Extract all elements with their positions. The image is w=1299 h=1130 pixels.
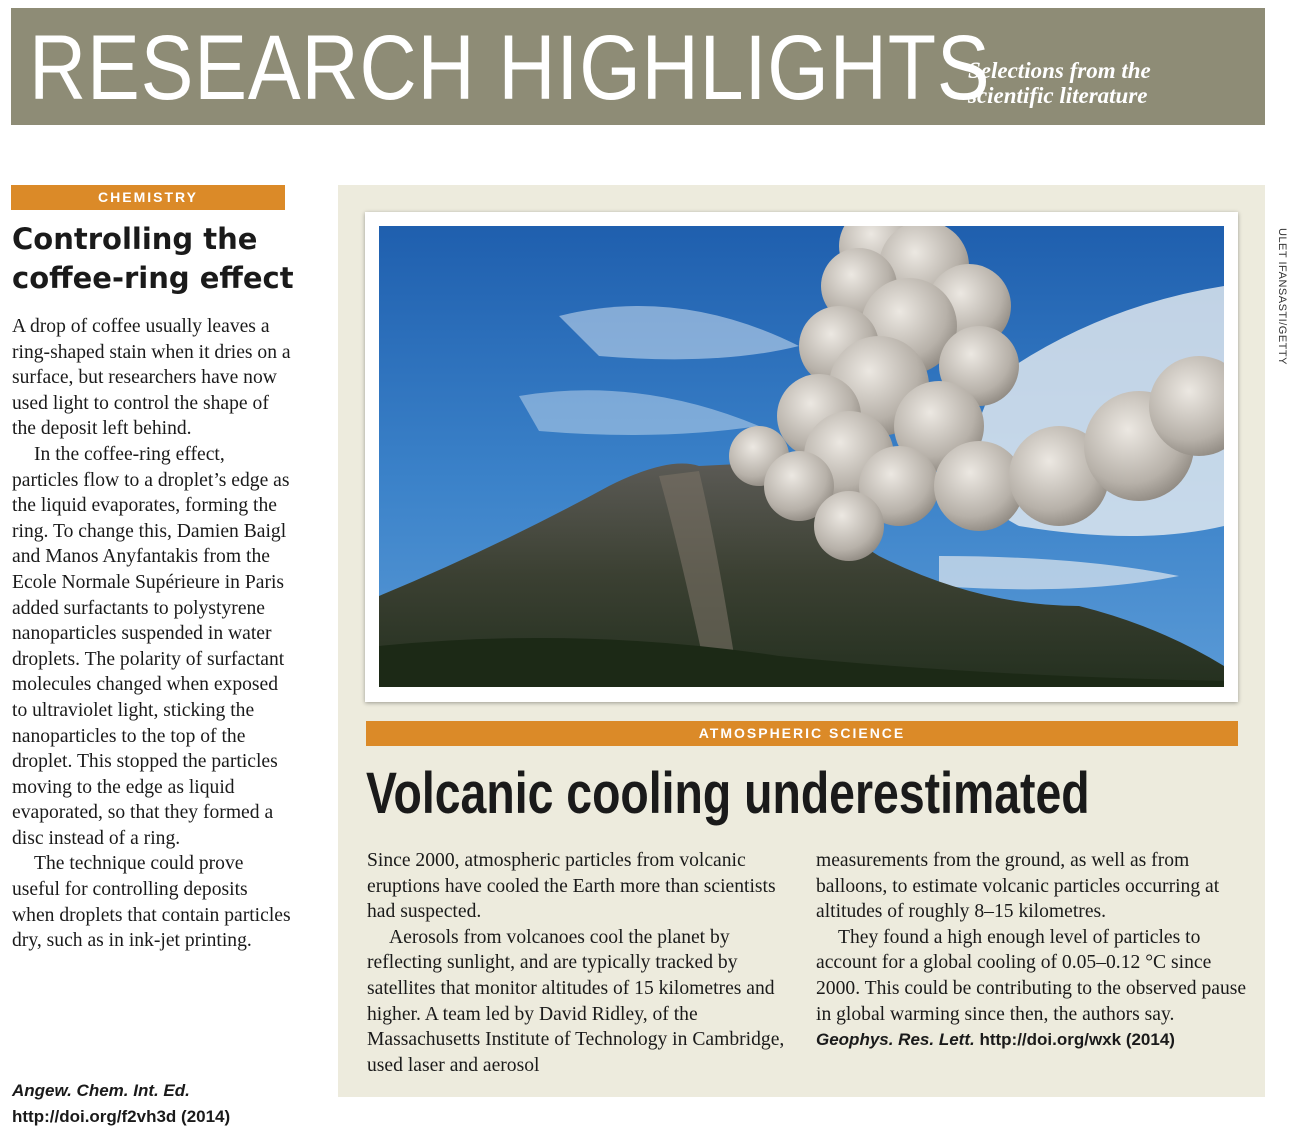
- left-article-reference: [12, 1078, 294, 1130]
- category-tag-chemistry: CHEMISTRY: [11, 185, 285, 210]
- volcano-photo: [379, 226, 1224, 687]
- feature-paragraph: They found a high enough level of particles to account for a global cooling of 0.05–0.12 °C since 2000. This could be contributing to the observed pause in global warming since then, the authors say.: [816, 926, 1247, 1025]
- left-paragraph: A drop of coffee usually leaves a ring-shaped stain when it dries on a surface, but researchers have now used light to control the shape of the deposit left behind.: [12, 316, 291, 440]
- feature-paragraph: measurements from the ground, as well as from balloons, to estimate volcanic particles occurring at altitudes of roughly 8–15 kilometres.: [816, 850, 1220, 923]
- feature-paragraph: Since 2000, atmospheric particles from volcanic eruptions have cooled the Earth more than scientists had suspected.: [367, 850, 776, 923]
- reference-journal: Angew. Chem. Int. Ed.: [12, 1081, 190, 1100]
- feature-column-1: [367, 848, 807, 1078]
- left-article-body: [12, 314, 294, 954]
- left-headline-line-1: Controlling the: [12, 222, 258, 256]
- feature-headline: Volcanic cooling underestimated: [366, 761, 1090, 826]
- section-subtitle: [968, 58, 1258, 108]
- left-headline-line-2: coffee-ring effect: [12, 261, 294, 295]
- left-paragraph: The technique could prove useful for controlling deposits when droplets that contain particles dry, such as in ink-jet printing.: [12, 853, 291, 952]
- photo-credit: ULET IFANSASTI/GETTY: [1276, 228, 1288, 365]
- feature-paragraph: Aerosols from volcanoes cool the planet by reflecting sunlight, and are typically tracked by satellites that monitor altitudes of 15 kilometres and higher. A team led by David Ridley, of the Massachusetts Institute of Technology in Cambridge, used laser and aerosol: [367, 926, 785, 1076]
- section-header: [11, 8, 1265, 125]
- feature-column-2: [816, 848, 1256, 1053]
- left-paragraph: In the coffee-ring effect, particles flow to a droplet’s edge as the liquid evaporates, forming the ring. To change this, Damien Baigl and Manos Anyfantakis from the Ecole Normale Supérieure in Paris added surfactants to polystyrene nanoparticles suspended in water droplets. The polarity of surfactant molecules changed when exposed to ultraviolet light, sticking the nanoparticles to the top of the droplet. This stopped the particles moving to the edge as liquid evaporated, so that they formed a disc instead of a ring.: [12, 443, 290, 849]
- subtitle-line-2: scientific literature: [968, 83, 1148, 108]
- volcano-image: [379, 226, 1224, 687]
- reference-link[interactable]: http://doi.org/f2vh3d (2014): [12, 1107, 231, 1126]
- category-tag-atmospheric-science: ATMOSPHERIC SCIENCE: [366, 721, 1238, 746]
- section-title: RESEARCH HIGHLIGHTS: [29, 17, 991, 119]
- subtitle-line-1: Selections from the: [968, 58, 1151, 83]
- feature-reference: [816, 1027, 1256, 1053]
- reference-journal: Geophys. Res. Lett.: [816, 1030, 975, 1050]
- left-article-headline: [12, 220, 302, 298]
- reference-link[interactable]: http://doi.org/wxk (2014): [979, 1030, 1175, 1050]
